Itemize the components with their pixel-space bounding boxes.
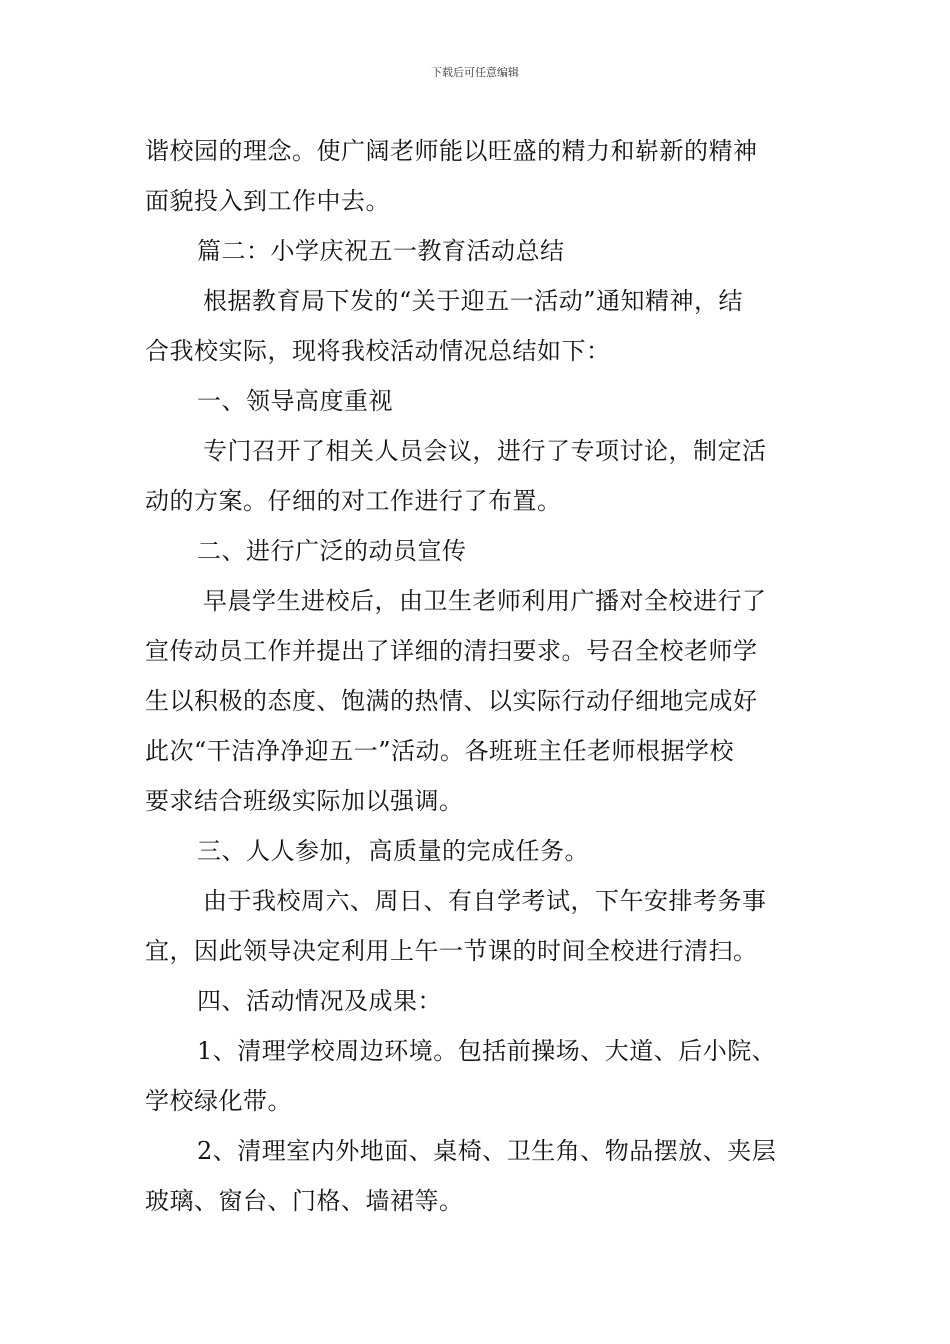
paragraph-line: 谐校园的理念。使广阔老师能以旺盛的精力和崭新的精神 <box>145 137 758 165</box>
section-title: 篇二：小学庆祝五一教育活动总结 <box>197 237 565 265</box>
list-item: 1、清理学校周边环境。包括前操场、大道、后小院、 <box>197 1037 777 1065</box>
paragraph-line: 专门召开了相关人员会议，进行了专项讨论，制定活 <box>203 437 767 465</box>
page-header: 下载后可任意编辑 <box>431 66 519 79</box>
paragraph-line: 由于我校周六、周日、有自学考试，下午安排考务事 <box>203 887 767 915</box>
paragraph-line: 根据教育局下发的“关于迎五一活动”通知精神，结 <box>203 287 744 315</box>
document-body <box>145 126 807 1226</box>
section-heading: 三、人人参加，高质量的完成任务。 <box>197 837 589 865</box>
paragraph-line: 玻璃、窗台、门格、墙裙等。 <box>145 1187 464 1215</box>
paragraph-line: 动的方案。仔细的对工作进行了布置。 <box>145 487 562 515</box>
paragraph-line: 面貌投入到工作中去。 <box>145 187 390 215</box>
section-heading: 一、领导高度重视 <box>197 387 393 415</box>
paragraph-line: 宜，因此领导决定利用上午一节课的时间全校进行清扫。 <box>145 937 758 965</box>
paragraph-line: 学校绿化带。 <box>145 1087 292 1115</box>
paragraph-line: 生以积极的态度、饱满的热情、以实际行动仔细地完成好 <box>145 687 758 715</box>
paragraph-line: 要求结合班级实际加以强调。 <box>145 787 464 815</box>
paragraph-line: 此次“干洁净净迎五一”活动。各班班主任老师根据学校 <box>145 737 735 765</box>
paragraph-line: 早晨学生进校后，由卫生老师利用广播对全校进行了 <box>203 587 767 615</box>
section-heading: 二、进行广泛的动员宣传 <box>197 537 467 565</box>
paragraph-line: 宣传动员工作并提出了详细的清扫要求。号召全校老师学 <box>145 637 758 665</box>
paragraph-line: 合我校实际，现将我校活动情况总结如下： <box>145 337 611 365</box>
list-item: 2、清理室内外地面、桌椅、卫生角、物品摆放、夹层 <box>197 1137 777 1165</box>
section-heading: 四、活动情况及成果： <box>197 987 442 1015</box>
